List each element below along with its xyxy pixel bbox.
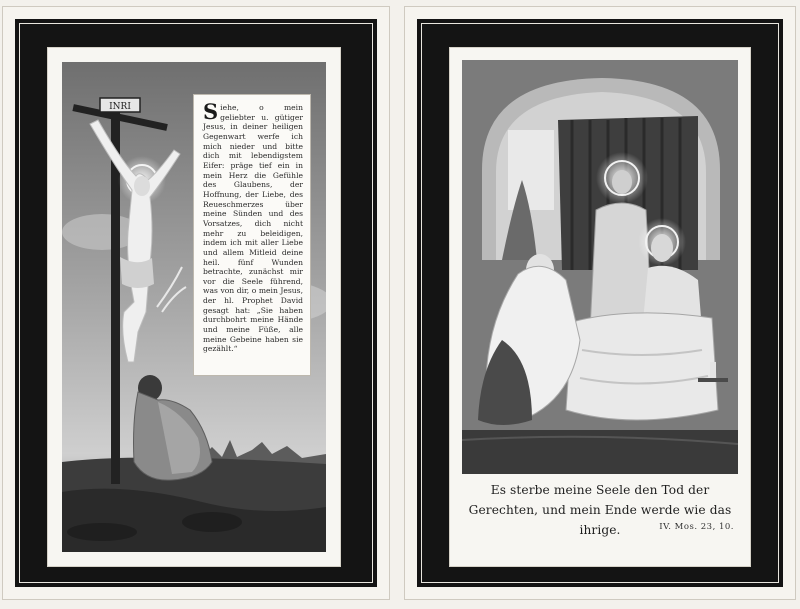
verse-text: Es sterbe meine Seele den Tod der Gerechten, und mein Ende werde wie das ihrige.: [468, 483, 732, 537]
prayer-text-box: [193, 94, 311, 376]
prayer-text: iehe, o mein geliebter u. gütiger Jesus, in deiner heiligen Gegenwart werfe ich mich nieder und bitte dich mit lebendigstem Eifer: präge tief ein in mein Herz die Gefühle des Glaubens, der Hoffnung, der Liebe, des Reueschmerzes über meine Sünden und des Vorsatzes, dich nicht mehr zu beleidigen, indem ich mit aller Liebe und allem Mitleid deine heil. fünf Wunden betrachte, zunächst mir vor die Seele führend, was von dir, o mein Jesus, der hl. Prophet David gesagt hat: „Sie haben durchbohrt meine Hände und meine Füße, alle meine Gebeine haben sie gezählt.“: [203, 103, 303, 354]
inner-panel: [449, 47, 751, 567]
memorial-card-left: [2, 6, 390, 600]
cross-inscription: INRI: [109, 102, 131, 112]
verse-reference: IV. Mos. 23, 10.: [659, 522, 734, 532]
prayer-initial: S: [203, 99, 219, 124]
deathbed-image: [462, 60, 738, 474]
holy-family-deathbed-illustration: [462, 60, 738, 474]
inner-panel: [47, 47, 341, 567]
memorial-card-right: [404, 6, 796, 600]
crucifixion-image: [62, 62, 326, 552]
bible-verse: [458, 480, 742, 540]
